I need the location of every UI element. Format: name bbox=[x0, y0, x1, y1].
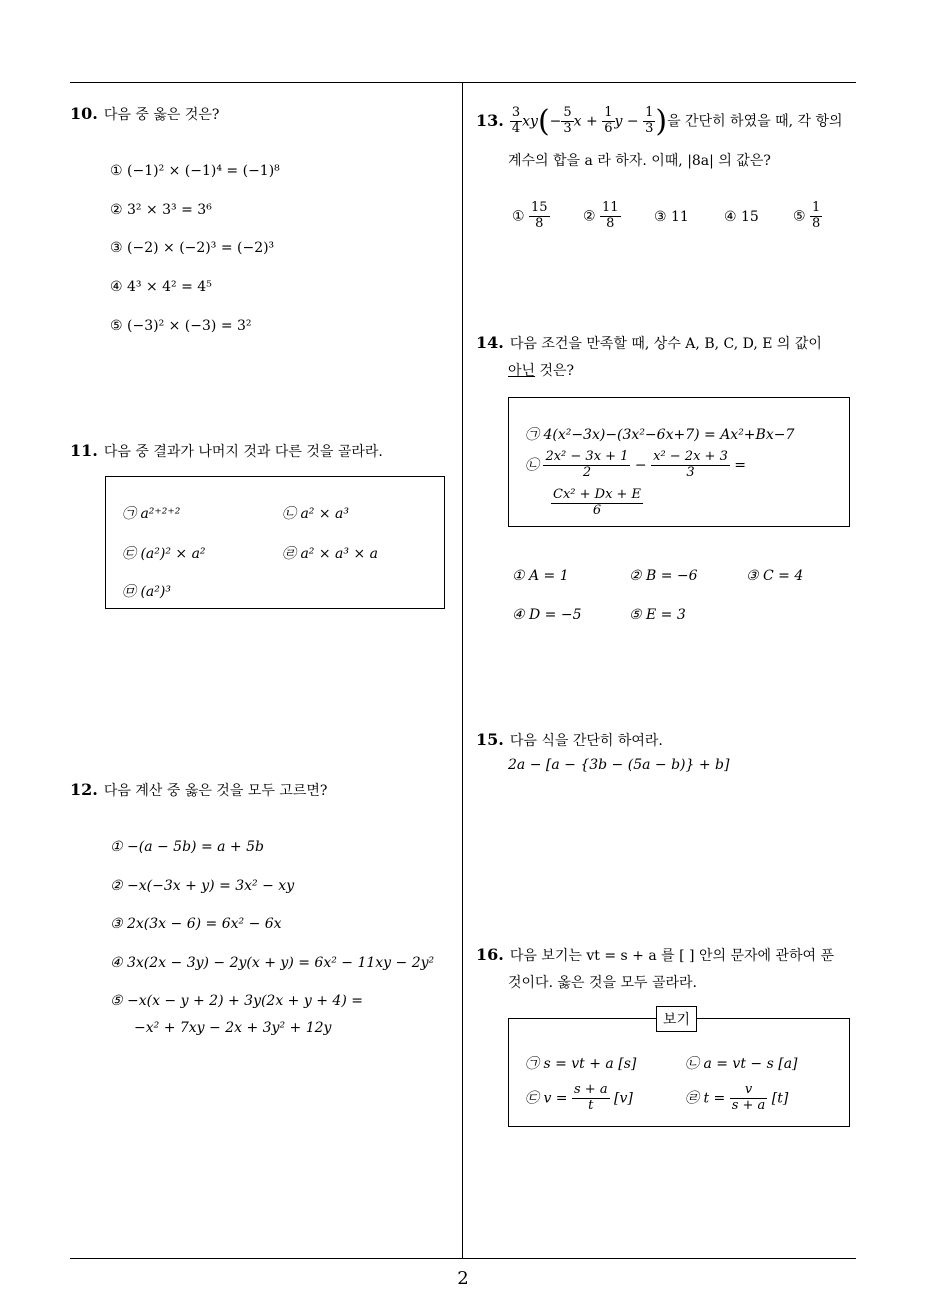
question-11 bbox=[70, 441, 383, 461]
q16-item-4: ㉣ t = $\frac{v}{s + a}$ [t] bbox=[685, 1082, 789, 1113]
top-rule bbox=[70, 82, 856, 83]
q14-option-5[interactable]: ⑤ E = 3 bbox=[629, 607, 686, 623]
question-14 bbox=[476, 333, 822, 353]
question-number: 12. bbox=[70, 780, 98, 799]
q16-box-label: 보기 bbox=[656, 1006, 697, 1032]
q10-option-4[interactable]: ④ 4³ × 4² = 4⁵ bbox=[110, 279, 212, 295]
column-divider bbox=[462, 82, 463, 1258]
q16-item-2: ㉡ a = vt − s [a] bbox=[685, 1056, 798, 1072]
question-10 bbox=[70, 104, 219, 124]
q14-option-3[interactable]: ③ C = 4 bbox=[746, 568, 804, 584]
fraction-1-3: $\frac{1}{3}$ bbox=[645, 105, 654, 136]
underlined-word: 아닌 bbox=[508, 363, 536, 379]
question-text: 을 간단히 하였을 때, 각 항의 bbox=[667, 113, 843, 130]
q11-item-3: ㉢ (a²)² × a² bbox=[122, 546, 206, 562]
q12-option-5-line2: −x² + 7xy − 2x + 3y² + 12y bbox=[134, 1020, 332, 1036]
question-text: 다음 조건을 만족할 때, 상수 A, B, C, D, E 의 값이 bbox=[509, 336, 822, 352]
q11-item-2: ㉡ a² × a³ bbox=[282, 506, 349, 522]
q16-item-1: ㉠ s = vt + a [s] bbox=[525, 1056, 637, 1072]
q14-line2: 아닌 것은? bbox=[508, 363, 575, 379]
q14-option-1[interactable]: ① A = 1 bbox=[512, 568, 569, 584]
q13-option-3[interactable]: ③ 11 bbox=[654, 209, 689, 225]
q13-option-5[interactable]: ⑤ $\frac{1}{8}$ bbox=[793, 200, 821, 231]
question-number: 16. bbox=[476, 945, 504, 964]
q12-option-4[interactable]: ④ 3x(2x − 3y) − 2y(x + y) = 6x² − 11xy − 2y² bbox=[110, 955, 435, 971]
q10-option-1[interactable]: ① (−1)² × (−1)⁴ = (−1)⁸ bbox=[110, 163, 280, 179]
q12-option-5[interactable]: ⑤ −x(x − y + 2) + 3y(2x + y + 4) = bbox=[110, 993, 363, 1009]
q10-option-5[interactable]: ⑤ (−3)² × (−3) = 3² bbox=[110, 318, 252, 334]
q14-condition-2-rhs: $\frac{\text{Cx² + Dx + E}}{6}$ bbox=[553, 487, 642, 518]
q14-option-2[interactable]: ② B = −6 bbox=[629, 568, 698, 584]
q10-option-3[interactable]: ③ (−2) × (−2)³ = (−2)³ bbox=[110, 240, 275, 256]
q11-item-1: ㉠ a²⁺²⁺² bbox=[122, 506, 181, 522]
q15-expression: 2a − [a − {3b − (5a − b)} + b] bbox=[508, 757, 730, 773]
fraction-5-3: $\frac{5}{3}$ bbox=[563, 105, 572, 136]
question-text: 다음 식을 간단히 하여라. bbox=[509, 733, 663, 749]
q11-item-4: ㉣ a² × a³ × a bbox=[282, 546, 378, 562]
question-text: 다음 보기는 vt = s + a 를 [ ] 안의 문자에 관하여 푼 bbox=[509, 948, 835, 964]
question-number: 14. bbox=[476, 333, 504, 352]
question-text: 다음 중 옳은 것은? bbox=[103, 107, 220, 123]
question-13: 13. $\frac{3}{4}$ xy(− $\frac{5}{3}$ x + $\frac{1}{6}$ y − $\frac{1}{3}$ )을 간단히 하였을 때, 각 항의 bbox=[476, 104, 843, 139]
q13-option-4[interactable]: ④ 15 bbox=[724, 209, 759, 225]
question-number: 11. bbox=[70, 441, 98, 460]
q11-item-5: ㉤ (a²)³ bbox=[122, 584, 171, 600]
q14-option-4[interactable]: ④ D = −5 bbox=[512, 607, 582, 623]
q14-box bbox=[508, 397, 850, 527]
question-number: 15. bbox=[476, 730, 504, 749]
q16-line2: 것이다. 옳은 것을 모두 골라라. bbox=[508, 975, 697, 991]
q16-box bbox=[508, 1018, 850, 1127]
question-12 bbox=[70, 780, 327, 800]
question-text: 다음 계산 중 옳은 것을 모두 고르면? bbox=[103, 783, 328, 799]
q16-item-3: ㉢ v = $\frac{s + a}{t}$ [v] bbox=[525, 1082, 633, 1113]
page-number: 2 bbox=[457, 1268, 469, 1289]
question-text: 다음 중 결과가 나머지 것과 다른 것을 골라라. bbox=[103, 444, 383, 460]
q12-option-3[interactable]: ③ 2x(3x − 6) = 6x² − 6x bbox=[110, 916, 282, 932]
q13-option-2[interactable]: ② $\frac{11}{8}$ bbox=[583, 200, 619, 231]
question-16 bbox=[476, 945, 834, 965]
q11-box bbox=[105, 476, 445, 609]
q12-option-1[interactable]: ① −(a − 5b) = a + 5b bbox=[110, 839, 264, 855]
question-number: 10. bbox=[70, 104, 98, 123]
question-number: 13. bbox=[476, 110, 504, 130]
question-15 bbox=[476, 730, 663, 750]
fraction-3-4: $\frac{3}{4}$ bbox=[511, 105, 521, 136]
q13-option-1[interactable]: ① $\frac{15}{8}$ bbox=[512, 200, 548, 231]
q10-option-2[interactable]: ② 3² × 3³ = 3⁶ bbox=[110, 202, 212, 218]
bottom-rule bbox=[70, 1258, 856, 1259]
q14-condition-2: ㉡ $\frac{\text{2x² − 3x + 1}}{2}$ − $\frac{\text{x² − 2x + 3}}{3}$ = bbox=[525, 449, 747, 480]
fraction-1-6: $\frac{1}{6}$ bbox=[604, 105, 613, 136]
q13-line2: 계수의 합을 a 라 하자. 이때, |8a| 의 값은? bbox=[508, 153, 771, 169]
q12-option-2[interactable]: ② −x(−3x + y) = 3x² − xy bbox=[110, 878, 295, 894]
q14-condition-1: ㉠ 4(x²−3x)−(3x²−6x+7) = Ax²+Bx−7 bbox=[525, 427, 795, 443]
